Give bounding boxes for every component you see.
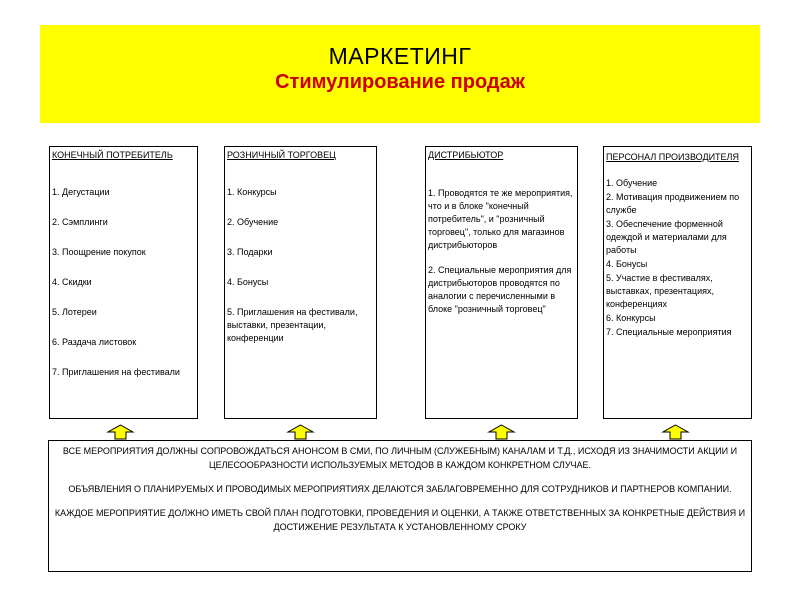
column-distributor <box>425 146 578 419</box>
list-item: 2. Специальные мероприятия для дистрибьюторов проводятся по аналогии с перечисленными в блоке "розничный торговец" <box>428 265 572 314</box>
list-item: 1. Конкурсы <box>227 187 277 197</box>
list-item: 7. Приглашения на фестивали <box>52 367 180 377</box>
column-heading: КОНЕЧНЫЙ ПОТРЕБИТЕЛЬ <box>52 150 173 160</box>
column-retailer <box>224 146 377 419</box>
summary-box <box>48 440 752 572</box>
list-item: 5. Лотереи <box>52 307 97 317</box>
list-item: 4. Бонусы <box>606 259 648 269</box>
list-item: 2. Сэмплинги <box>52 217 108 227</box>
list-item: 6. Раздача листовок <box>52 337 137 347</box>
list-item: 5. Участие в фестивалях, выставках, презентациях, конференциях <box>606 273 714 309</box>
up-arrow-icon <box>485 424 518 440</box>
up-arrow-icon <box>659 424 692 440</box>
up-arrow-icon <box>284 424 317 440</box>
list-item: 2. Обучение <box>227 217 279 227</box>
list-item: 5. Приглашения на фестивали, выставки, презентации, конференции <box>227 307 358 343</box>
list-item: 7. Специальные мероприятия <box>606 327 732 337</box>
up-arrow-icon <box>104 424 137 440</box>
list-item: 3. Обеспечение форменной одеждой и материалами для работы <box>606 219 727 255</box>
list-item: 3. Подарки <box>227 247 273 257</box>
title-banner <box>40 25 760 123</box>
list-item: 1. Дегустации <box>52 187 110 197</box>
column-heading: РОЗНИЧНЫЙ ТОРГОВЕЦ <box>227 150 336 160</box>
list-item: 1. Обучение <box>606 178 658 188</box>
column-heading: ДИСТРИБЬЮТОР <box>428 150 504 160</box>
column-heading: ПЕРСОНАЛ ПРОИЗВОДИТЕЛЯ <box>606 152 739 162</box>
summary-paragraph: ОБЪЯВЛЕНИЯ О ПЛАНИРУЕМЫХ И ПРОВОДИМЫХ МЕРОПРИЯТИЯХ ДЕЛАЮТСЯ ЗАБЛАГОВРЕМЕННО ДЛЯ СОТРУДНИКОВ И ПАРТНЕРОВ КОМПАНИИ. <box>68 484 732 494</box>
page-subtitle: Стимулирование продаж <box>275 71 525 93</box>
column-staff <box>603 146 752 419</box>
summary-paragraph: ВСЕ МЕРОПРИЯТИЯ ДОЛЖНЫ СОПРОВОЖДАТЬСЯ АНОНСОМ В СМИ, ПО ЛИЧНЫМ (СЛУЖЕБНЫМ) КАНАЛАМ И Т.Д., ИСХОДЯ ИЗ ЗНАЧИМОСТИ АКЦИИ И ЦЕЛЕСООБРАЗНОСТИ ИСПОЛЬЗУЕМЫХ МЕТОДОВ В КАЖДОМ КОНКРЕТНОМ СЛУЧАЕ. <box>62 446 738 470</box>
list-item: 4. Бонусы <box>227 277 269 287</box>
list-item: 1. Проводятся те же мероприятия, что и в блоке "конечный потребитель", и "розничный торговец", только для магазинов дистрибьюторов <box>428 188 573 250</box>
summary-paragraph: КАЖДОЕ МЕРОПРИЯТИЕ ДОЛЖНО ИМЕТЬ СВОЙ ПЛАН ПОДГОТОВКИ, ПРОВЕДЕНИЯ И ОЦЕНКИ, А ТАКЖЕ ОТВЕТСТВЕННЫХ ЗА КОНКРЕТНЫЕ ДЕЙСТВИЯ И ДОСТИЖЕНИЕ РЕЗУЛЬТАТА К УСТАНОВЛЕННОМУ СРОКУ <box>54 508 746 532</box>
column-consumer <box>49 146 198 419</box>
list-item: 2. Мотивация продвижением по службе <box>606 192 740 215</box>
page-title: МАРКЕТИНГ <box>328 43 472 69</box>
list-item: 4. Скидки <box>52 277 92 287</box>
list-item: 3. Поощрение покупок <box>52 247 146 257</box>
list-item: 6. Конкурсы <box>606 313 656 323</box>
